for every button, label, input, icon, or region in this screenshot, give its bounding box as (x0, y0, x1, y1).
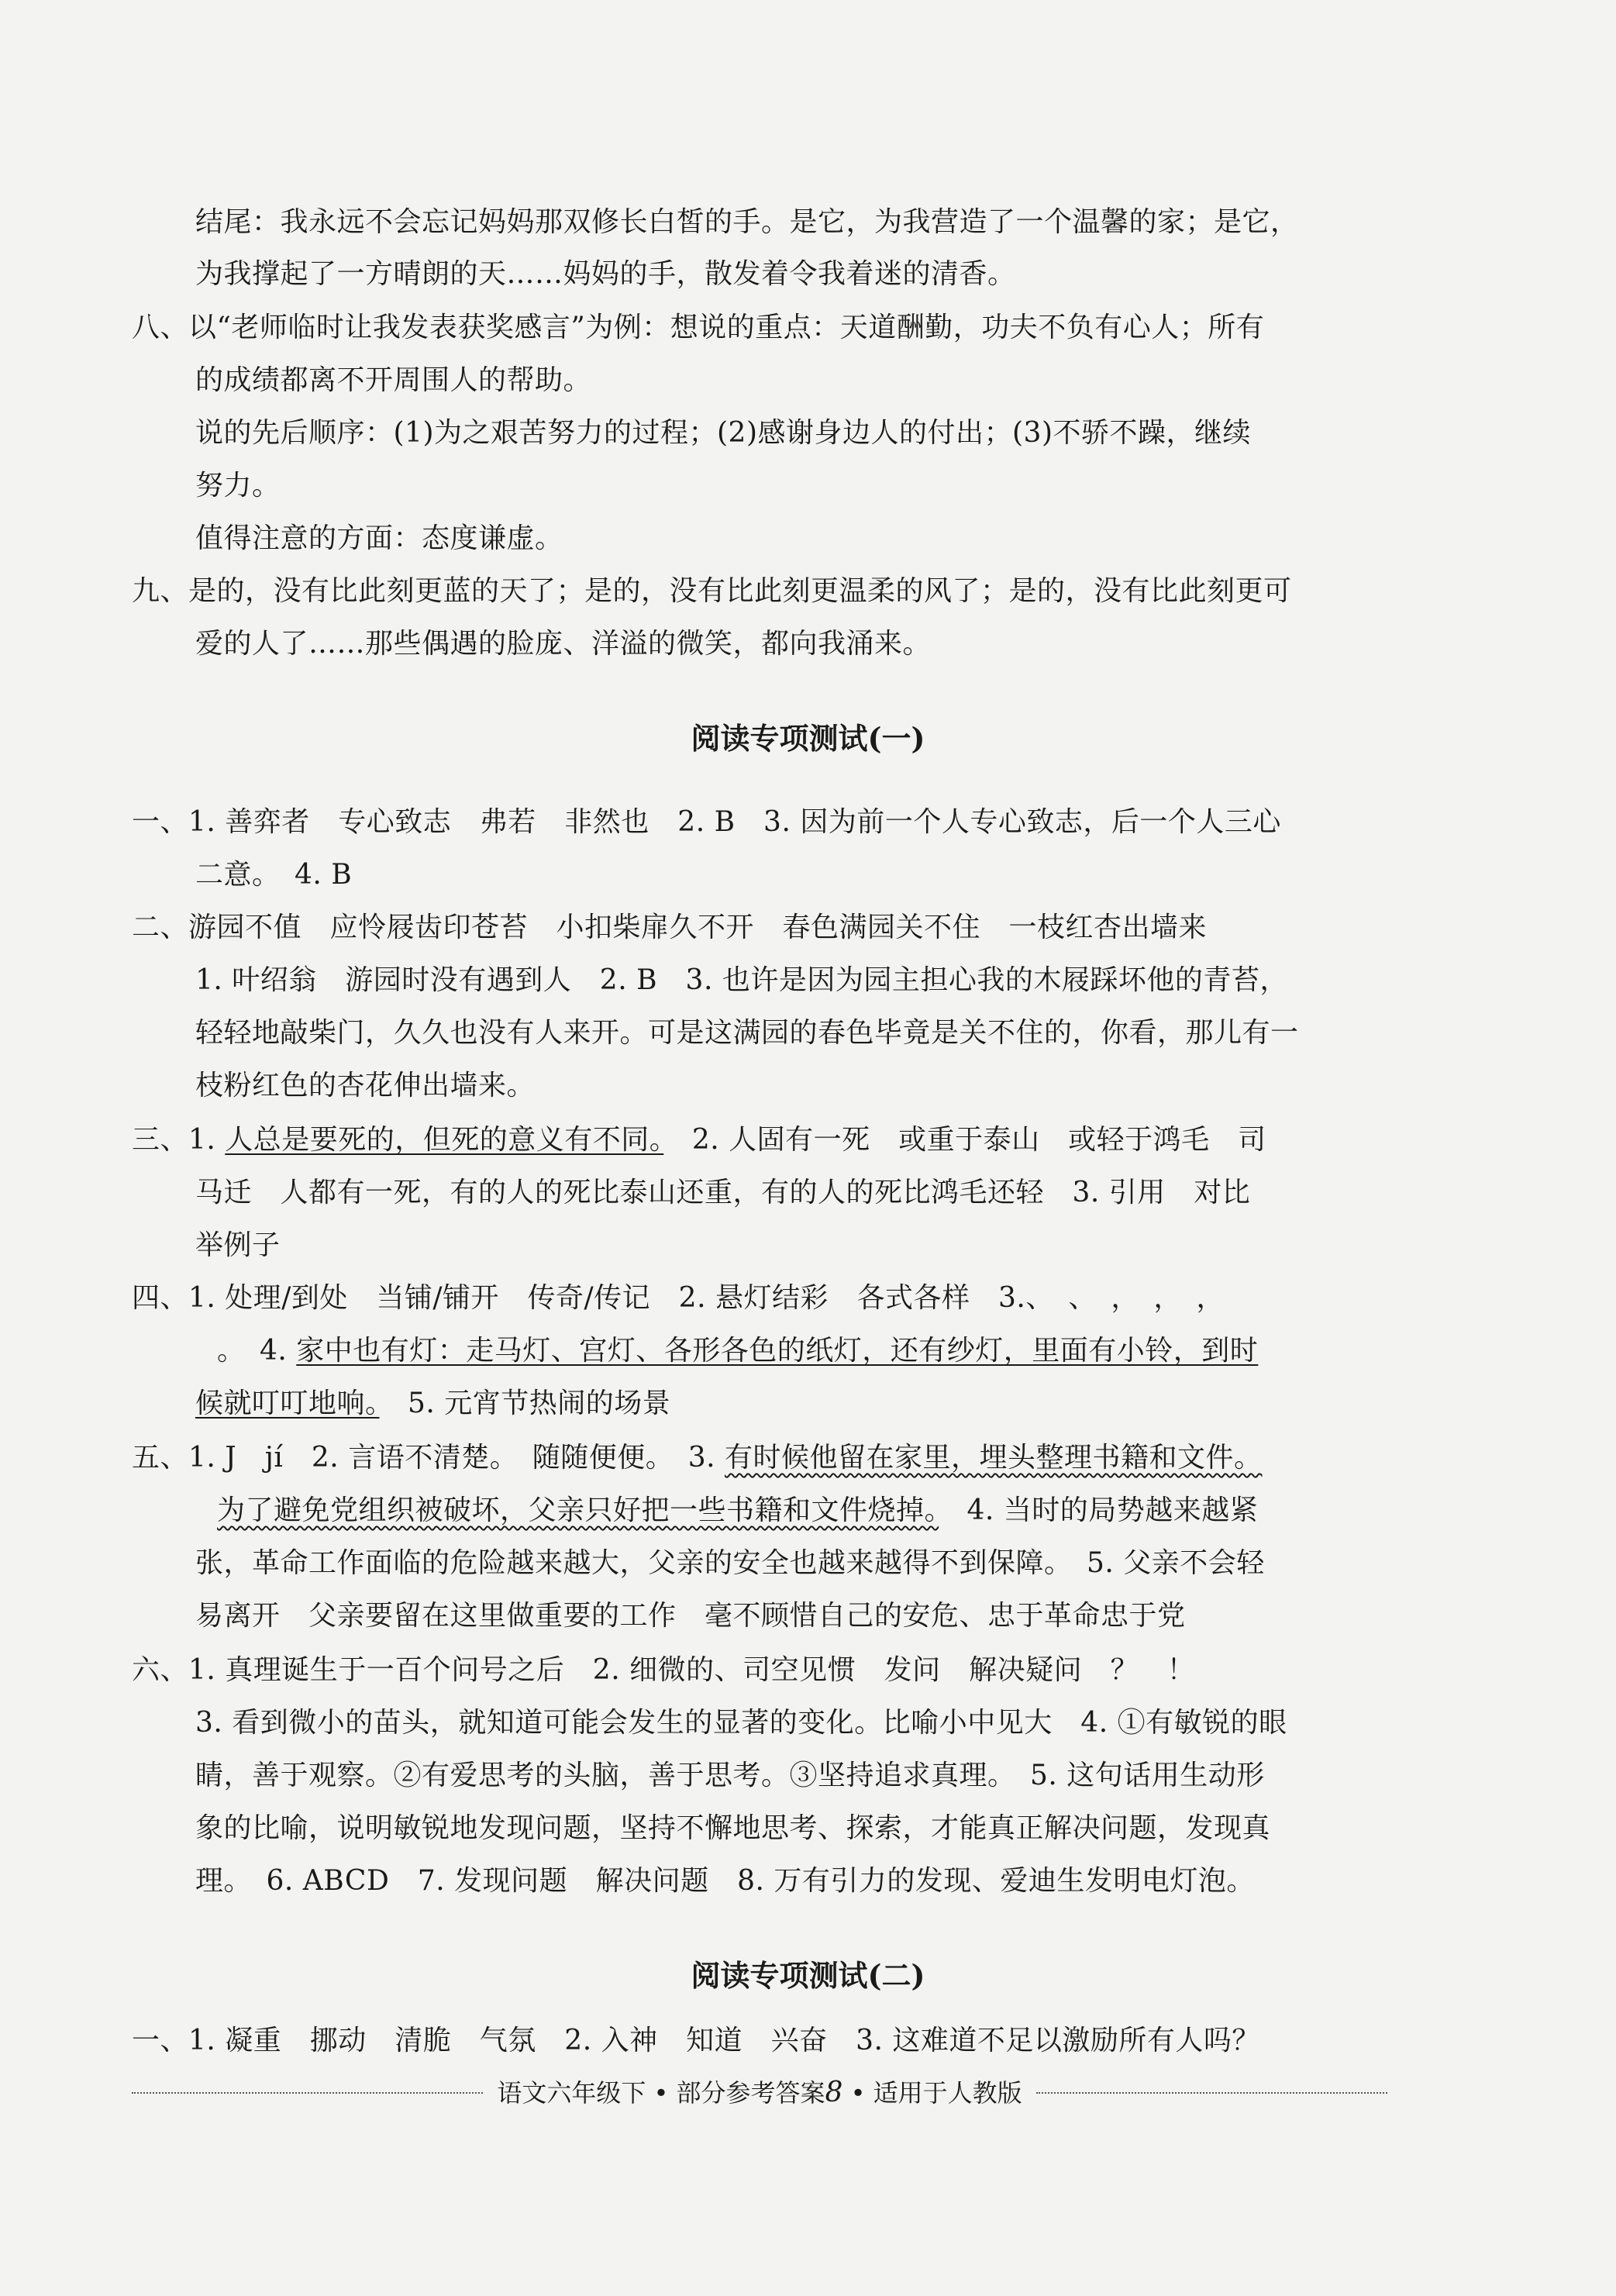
text-line: 二意。 4. B (195, 859, 353, 891)
text-line: 易离开 父亲要留在这里做重要的工作 毫不顾惜自己的安危、忠于革命忠于党 (195, 1600, 1186, 1632)
text-line: 枝粉红色的杏花伸出墙来。 (195, 1070, 536, 1101)
footer-text (483, 2077, 1035, 2108)
text-line: 爱的人了……那些偶遇的脸庞、洋溢的微笑，都向我涌来。 (195, 628, 932, 660)
text-line: 结尾：我永远不会忘记妈妈那双修长白皙的手。是它，为我营造了一个温馨的家；是它， (195, 206, 1299, 238)
text-line: 1. 叶绍翁 游园时没有遇到人 2. B 3. 也许是因为园主担心我的木屐踩坏他的青苔， (195, 964, 1288, 996)
underlined-answer: 候就叮叮地响。 (195, 1388, 380, 1419)
text-line: 值得注意的方面：态度谦虚。 (195, 522, 563, 554)
text-line: 九、是的，没有比此刻更蓝的天了；是的，没有比此刻更温柔的风了；是的，没有比此刻更可 (132, 575, 1292, 607)
text-line: 四、1. 处理/到处 当铺/铺开 传奇/传记 2. 悬灯结彩 各式各样 3.、 、 ， ， ， (132, 1282, 1225, 1314)
text-line: 八、以“老师临时让我发表获奖感言”为例：想说的重点：天道酬勤，功夫不负有心人；所有 (132, 312, 1265, 343)
answer-text: 4. 当时的局势越来越紧 (939, 1494, 1259, 1526)
text-line: 睛，善于观察。②有爱思考的头脑，善于思考。③坚持追求真理。 5. 这句话用生动形 (195, 1760, 1265, 1791)
text-line: 马迁 人都有一死，有的人的死比泰山还重，有的人的死比鸿毛还轻 3. 引用 对比 (195, 1177, 1251, 1208)
answer-text: 2. 人固有一死 或重于泰山 或轻于鸿毛 司 (663, 1124, 1266, 1156)
text-line: 3. 看到微小的苗头，就知道可能会发生的显著的变化。比喻小中见大 4. ①有敏锐的眼 (195, 1707, 1287, 1739)
question-number: 三、1. (132, 1124, 226, 1156)
text-line (132, 1439, 1263, 1477)
text-line (132, 1121, 1266, 1160)
text-line: 一、1. 善弈者 专心致志 弗若 非然也 2. B 3. 因为前一个人专心致志，后一个人三心 (132, 806, 1281, 838)
underlined-answer: 家中也有灯：走马灯、宫灯、各形各色的纸灯，还有纱灯，里面有小铃，到时 (296, 1335, 1259, 1367)
wavy-underlined-answer: 为了避免党组织被破坏，父亲只好把一些书籍和文件烧掉。 (217, 1494, 939, 1526)
text-line (217, 1491, 1258, 1530)
footer-book-title: 语文六年级下 • 部分参考答案 (497, 2078, 825, 2108)
text-line: 张，革命工作面临的危险越来越大，父亲的安全也越来越得不到保障。 5. 父亲不会轻 (195, 1547, 1265, 1579)
page-footer (132, 2077, 1387, 2108)
text-line: 举例子 (195, 1229, 281, 1261)
answer-text: 。 4. (217, 1335, 297, 1367)
text-line: 六、1. 真理诞生于一百个问号之后 2. 细微的、司空见惯 发问 解决疑问 ？ ！ (132, 1654, 1196, 1686)
text-line: 轻轻地敲柴门，久久也没有人来开。可是这满园的春色毕竟是关不住的，你看，那儿有一 (195, 1017, 1299, 1049)
answer-text: 5. 元宵节热闹的场景 (379, 1388, 671, 1419)
text-line: 二、游园不值 应怜屐齿印苍苔 小扣柴扉久不开 春色满园关不住 一枝红杏出墙来 (132, 912, 1208, 943)
text-line: 的成绩都离不开周围人的帮助。 (195, 364, 592, 396)
answer-text: 五、1. J jí 2. 言语不清楚。 随随便便。 3. (132, 1442, 725, 1474)
text-line: 象的比喻，说明敏锐地发现问题，坚持不懈地思考、探索，才能真正解决问题，发现真 (195, 1812, 1271, 1844)
wavy-underlined-answer: 有时候他留在家里，埋头整理书籍和文件。 (724, 1442, 1263, 1474)
text-line (217, 1332, 1258, 1370)
section-title: 阅读专项测试(一) (691, 721, 925, 756)
text-line: 为我撑起了一方晴朗的天……妈妈的手，散发着令我着迷的清香。 (195, 258, 1016, 290)
footer-divider-right (1036, 2092, 1387, 2094)
text-line: 努力。 (195, 470, 281, 502)
section-title: 阅读专项测试(二) (691, 1958, 925, 1993)
text-line: 理。 6. ABCD 7. 发现问题 解决问题 8. 万有引力的发现、爱迪生发明电灯泡。 (195, 1865, 1255, 1897)
page-number: 8 (825, 2077, 843, 2108)
text-line: 说的先后顺序：(1)为之艰苦努力的过程；(2)感谢身边人的付出；(3)不骄不躁，继续 (195, 417, 1251, 449)
underlined-answer: 人总是要死的，但死的意义有不同。 (225, 1124, 664, 1156)
text-line (195, 1384, 670, 1423)
footer-divider-left (132, 2092, 483, 2094)
footer-edition: • 适用于人教版 (850, 2078, 1022, 2108)
text-line: 一、1. 凝重 挪动 清脆 气氛 2. 入神 知道 兴奋 3. 这难道不足以激励所有人吗？ (132, 2025, 1260, 2056)
